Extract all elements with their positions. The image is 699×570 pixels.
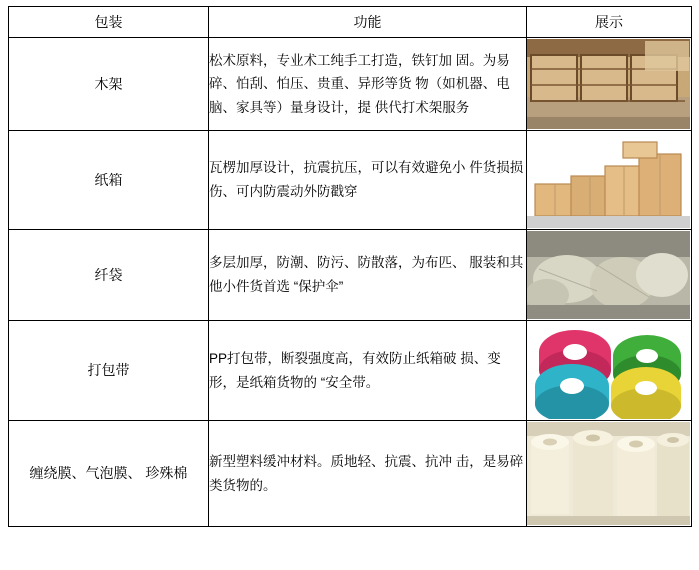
row-name-cell: 木架 [9, 38, 209, 131]
table-row [9, 38, 692, 131]
packing-straps-image [527, 322, 690, 419]
row-image-cell [527, 230, 692, 321]
row-image-cell [527, 131, 692, 230]
column-header-packaging: 包装 [9, 7, 209, 38]
row-name-cell: 打包带 [9, 321, 209, 421]
packing-straps-photo [527, 321, 690, 420]
woven-bags-image [527, 231, 690, 319]
row-name-cell: 纸箱 [9, 131, 209, 230]
table-header-row [9, 7, 692, 38]
row-image-cell [527, 321, 692, 421]
row-function-cell: PP打包带，断裂强度高，有效防止纸箱破 损、变形，是纸箱货物的 “安全带。 [209, 321, 527, 421]
wooden-crate-image [527, 39, 690, 129]
row-name-cell: 纤袋 [9, 230, 209, 321]
row-name-cell: 缠绕膜、气泡膜、 珍殊棉 [9, 421, 209, 527]
row-function-cell: 多层加厚，防潮、防污、防散落，为布匹、 服装和其他小件货首选 “保护伞” [209, 230, 527, 321]
stretch-film-photo [527, 421, 690, 526]
row-function-cell: 松术原料，专业术工纯手工打造，铁钉加 固。为易碎、怕刮、怕压、贵重、异形等货 物（如机器、电脑、家具等）量身设计，提 供代打术架服务 [209, 38, 527, 131]
wooden-crate-photo [527, 38, 690, 130]
table-row [9, 421, 692, 527]
carton-boxes-photo [527, 131, 690, 229]
woven-bags-photo [527, 230, 690, 320]
table-row [9, 131, 692, 230]
row-image-cell [527, 421, 692, 527]
column-header-display: 展示 [527, 7, 692, 38]
table-row [9, 321, 692, 421]
column-header-function: 功能 [209, 7, 527, 38]
row-function-cell: 新型塑料缓冲材料。质地轻、抗震、抗冲 击，是易碎类货物的。 [209, 421, 527, 527]
packaging-table [8, 6, 692, 527]
table-row [9, 230, 692, 321]
row-function-cell: 瓦楞加厚设计，抗震抗压，可以有效避免小 件货损损伤、可内防震动外防戳穿 [209, 131, 527, 230]
stretch-film-image [527, 422, 690, 525]
row-image-cell [527, 38, 692, 131]
carton-boxes-image [527, 132, 690, 228]
